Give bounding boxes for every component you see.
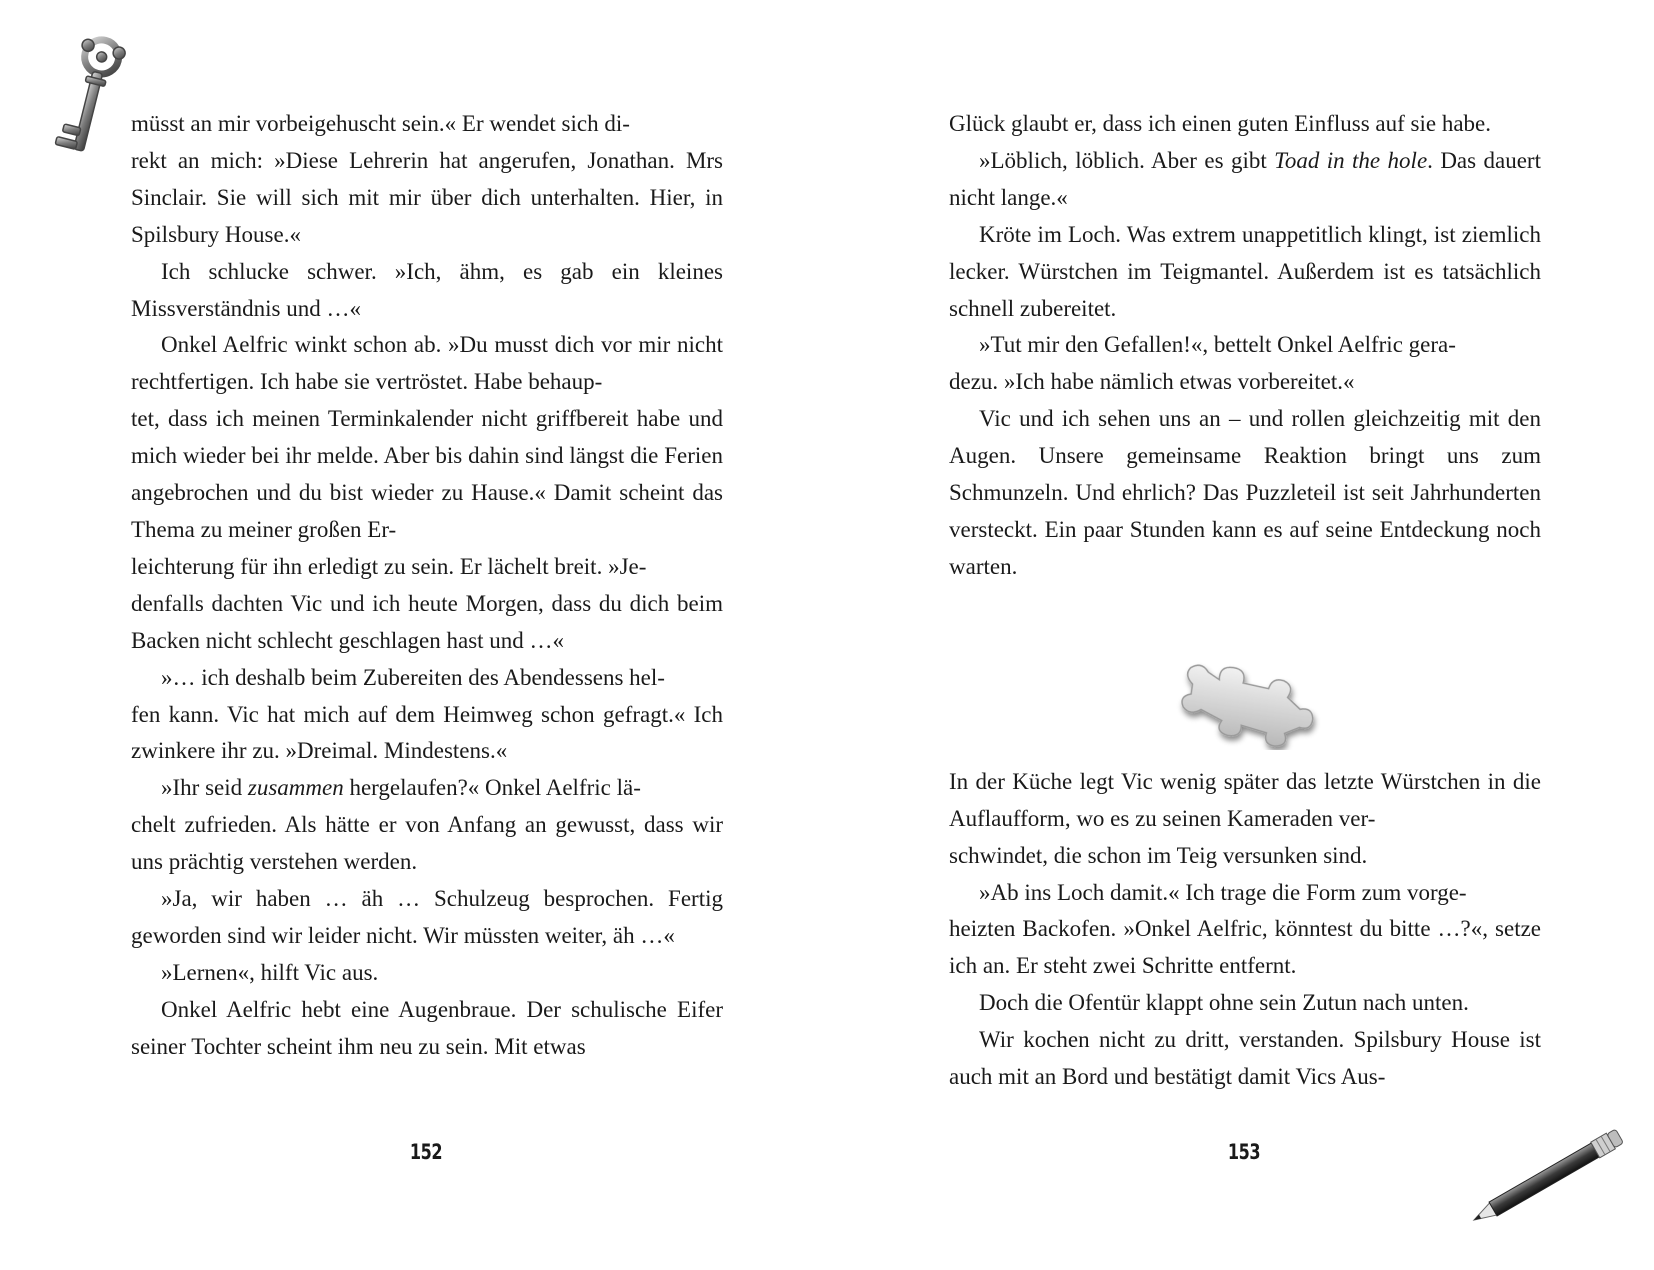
paragraph: Kröte im Loch. Was extrem unappetitlich klingt, ist ziemlich lecker. Würstchen im Teigmantel. Außerdem ist es tatsächlich schnell zubereitet. bbox=[949, 221, 1541, 321]
paragraph: »Tut mir den Gefallen!«, bettelt Onkel Aelfric gera- dezu. »Ich habe nämlich etwas vorbereitet.« bbox=[949, 332, 1456, 395]
paragraph: Onkel Aelfric hebt eine Augenbraue. Der schulische Eifer seiner Tochter scheint ihm neu zu sein. Mit etwas bbox=[131, 996, 723, 1059]
key-icon bbox=[52, 34, 132, 176]
paragraph: müsst an mir vorbeigehuscht sein.« Er wendet sich di- rekt an mich: »Diese Lehrerin hat angerufen, Jonathan. Mrs Sinclair. Sie will sich mit mir über dich unterhalten. Hier, in Spilsbury House.« bbox=[131, 111, 723, 247]
paragraph: Vic und ich sehen uns an – und rollen gleichzeitig mit den Augen. Unsere gemeinsame Reaktion bringt uns zum Schmunzeln. Und ehrlich? Das Puzzleteil ist seit Jahrhunderten versteckt. Ein paar Stunden kann es auf seine Entdeckung noch warten. bbox=[949, 406, 1541, 579]
paragraph: »Ja, wir haben … äh … Schulzeug besprochen. Fertig geworden sind wir leider nicht. Wir müssten weiter, äh …« bbox=[131, 886, 723, 948]
paragraph: »… ich deshalb beim Zubereiten des Abendessens hel- fen kann. Vic hat mich auf dem Heimweg schon gefragt.« Ich zwinkere ihr zu. »Dreimal. Mindestens.« bbox=[131, 664, 723, 764]
paragraph: »Löblich, löblich. Aber es gibt Toad in the hole. Das dauert nicht lange.« bbox=[949, 147, 1541, 210]
paragraph: Wir kochen nicht zu dritt, verstanden. Spilsbury House ist auch mit an Bord und bestätigt damit Vics Aus- bbox=[949, 1027, 1541, 1090]
text-block-before-break bbox=[949, 106, 1541, 586]
page-number-right: 153 bbox=[1227, 1140, 1261, 1164]
page-number-left: 152 bbox=[409, 1140, 443, 1164]
paragraph: Doch die Ofentür klappt ohne sein Zutun nach unten. bbox=[979, 990, 1469, 1016]
paragraph: »Lernen«, hilft Vic aus. bbox=[161, 959, 379, 985]
paragraph: In der Küche legt Vic wenig später das letzte Würstchen in die Auflaufform, wo es zu seinen Kameraden ver- schwindet, die schon im Teig versunken sind. bbox=[949, 768, 1541, 868]
left-page bbox=[131, 106, 723, 1066]
paragraph: »Ihr seid zusammen hergelaufen?« Onkel Aelfric lä- chelt zufrieden. Als hätte er von Anfang an gewusst, dass wir uns prächtig verstehen werden. bbox=[131, 775, 723, 875]
paragraph: »Ab ins Loch damit.« Ich trage die Form zum vorge- heizten Backofen. »Onkel Aelfric, könntest du bitte …?«, setze ich an. Er steht zwei Schritte entfernt. bbox=[949, 879, 1541, 979]
paragraph: Ich schlucke schwer. »Ich, ähm, es gab ein kleines Missverständnis und …« bbox=[131, 258, 723, 321]
paragraph: Onkel Aelfric winkt schon ab. »Du musst dich vor mir nicht rechtfertigen. Ich habe sie vertröstet. Habe behaup- tet, dass ich meinen Terminkalender nicht griffbereit habe und mich wieder bei ihr melde. Aber bis dahin sind längst die Ferien angebrochen und du bist wieder zu Hause.« Damit scheint das Thema zu meiner großen Er- leichterung für ihn erledigt zu sein. Er lächelt breit. »Je- denfalls dachten Vic und ich heute Morgen, dass du dich beim Backen nicht schlecht geschlagen hast und …« bbox=[131, 332, 723, 653]
pencil-icon bbox=[1462, 1128, 1632, 1228]
text-block-after-break bbox=[949, 764, 1541, 1096]
puzzle-piece-icon bbox=[1170, 662, 1326, 750]
paragraph: Glück glaubt er, dass ich einen guten Einfluss auf sie habe. bbox=[949, 111, 1491, 136]
right-page bbox=[949, 106, 1541, 1096]
